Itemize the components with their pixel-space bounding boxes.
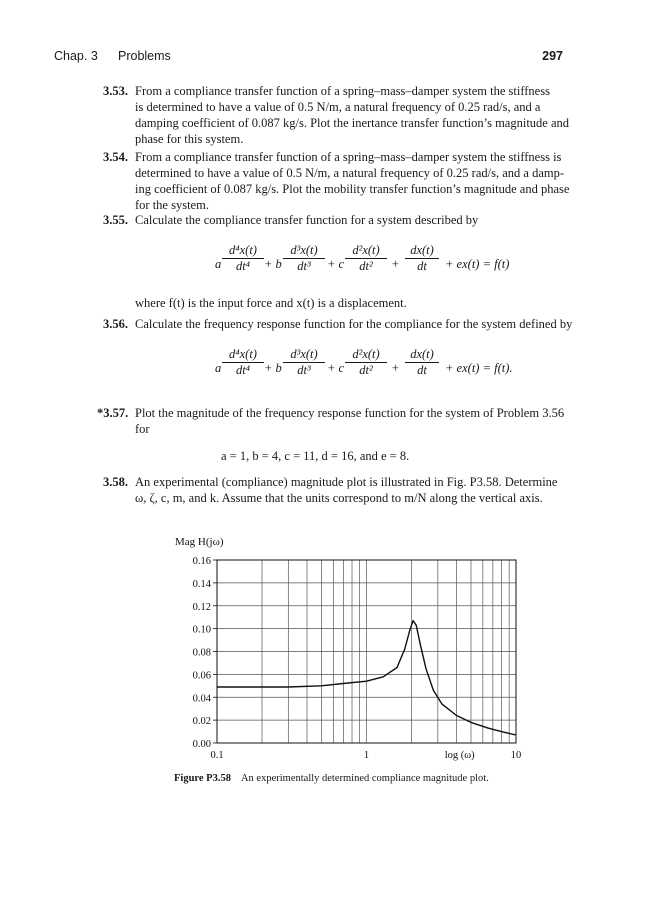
y-tick-label: 0.12 [192, 601, 211, 613]
denominator: dt⁴ [235, 259, 251, 273]
plus-sign: + [391, 257, 400, 271]
coef-b: + b [264, 361, 282, 375]
numerator: d⁴x(t) [222, 243, 264, 259]
problem-3-55-note: where f(t) is the input force and x(t) is a displacement. [135, 296, 407, 310]
y-tick-label: 0.06 [192, 670, 211, 682]
y-tick-label: 0.14 [192, 578, 211, 590]
y-tick-label: 0.00 [192, 739, 211, 750]
figure-caption-text: An experimentally determined compliance magnitude plot. [240, 773, 489, 784]
plus-sign: + [391, 361, 400, 375]
numerator: dx(t) [405, 243, 439, 259]
denominator: dt³ [297, 259, 311, 273]
problem-text-line: for [135, 422, 150, 436]
problem-text-line: is determined to have a value of 0.5 N/m, a natural frequency of 0.25 rad/s, and a [135, 100, 541, 114]
parameter-values: a = 1, b = 4, c = 11, d = 16, and e = 8. [221, 449, 410, 463]
y-tick-label: 0.16 [192, 556, 211, 567]
y-axis-label: Mag H(jω) [175, 536, 224, 548]
numerator: dx(t) [405, 347, 439, 363]
problem-number: *3.57. [97, 406, 129, 420]
problem-text-line: damping coefficient of 0.087 kg/s. Plot the inertance transfer function’s magnitude and [135, 116, 570, 130]
equation-tail: + ex(t) = f(t) [445, 257, 510, 271]
problem-text-line: determined to have a value of 0.5 N/m, a natural frequency of 0.25 rad/s, and a damp- [135, 166, 565, 180]
chapter-label: Chap. 3 [54, 49, 98, 63]
x-tick-label: 10 [510, 750, 522, 761]
denominator: dt⁴ [235, 363, 251, 377]
figure-caption [174, 773, 489, 784]
coef-a: a [215, 257, 222, 271]
problem-text-line: for the system. [135, 198, 209, 212]
problem-text-line: ω, ζ, c, m, and k. Assume that the units correspond to m/N along the vertical axis. [135, 491, 543, 505]
problem-number: 3.56. [103, 317, 128, 331]
x-tick-label: 0.1 [210, 750, 224, 761]
figure-label: Figure P3.58 [174, 773, 231, 784]
denominator: dt² [359, 259, 373, 273]
problem-text-line: Plot the magnitude of the frequency response function for the system of Problem 3.56 [135, 406, 565, 420]
y-tick-label: 0.10 [192, 624, 211, 636]
coef-c: + c [327, 361, 345, 375]
denominator: dt² [359, 363, 373, 377]
problem-text-line: An experimental (compliance) magnitude plot is illustrated in Fig. P3.58. Determine [135, 475, 558, 489]
problem-text-line: Calculate the frequency response function for the compliance for the system defined by [135, 317, 573, 331]
equation-tail: + ex(t) = f(t). [445, 361, 513, 375]
denominator: dt [417, 363, 427, 377]
problem-text-line: phase for this system. [135, 132, 244, 146]
coef-a: a [215, 361, 222, 375]
problem-number: 3.58. [103, 475, 128, 489]
numerator: d²x(t) [345, 243, 387, 259]
section-title: Problems [118, 49, 171, 63]
denominator: dt [417, 259, 427, 273]
x-tick-label: 1 [363, 750, 370, 761]
denominator: dt³ [297, 363, 311, 377]
problem-text-line: From a compliance transfer function of a spring–mass–damper system the stiffness [135, 84, 550, 98]
problem-text-line: Calculate the compliance transfer function for a system described by [135, 213, 479, 227]
problem-number: 3.55. [103, 213, 128, 227]
y-tick-label: 0.04 [192, 693, 211, 705]
y-tick-label: 0.08 [192, 647, 211, 659]
x-axis-label: log (ω) [444, 750, 475, 761]
numerator: d³x(t) [283, 243, 325, 259]
problem-number: 3.54. [103, 150, 128, 164]
numerator: d⁴x(t) [222, 347, 264, 363]
problem-text-line: From a compliance transfer function of a spring–mass–damper system the stiffness is [135, 150, 562, 164]
numerator: d²x(t) [345, 347, 387, 363]
y-tick-label: 0.02 [192, 716, 211, 728]
numerator: d³x(t) [283, 347, 325, 363]
problem-number: 3.53. [103, 84, 128, 98]
coef-c: + c [327, 257, 345, 271]
problem-text-line: ing coefficient of 0.087 kg/s. Plot the mobility transfer function’s magnitude and phase [135, 182, 570, 196]
page-number: 297 [542, 49, 563, 63]
coef-b: + b [264, 257, 282, 271]
